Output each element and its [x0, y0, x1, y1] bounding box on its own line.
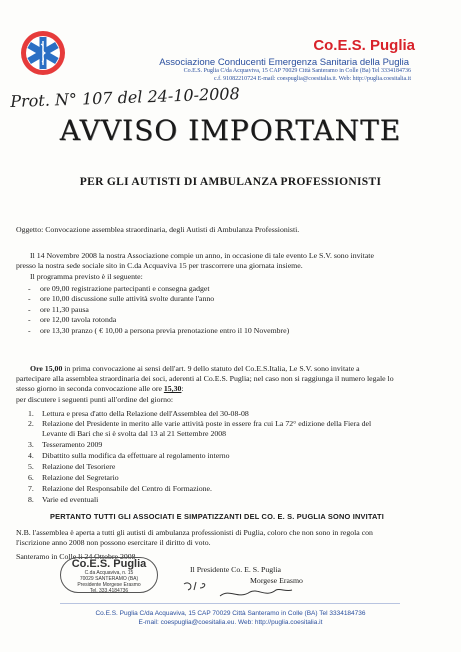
president-title: Il Presidente Co. E. S. Puglia [190, 565, 281, 574]
note-line-1: N.B. l'assemblea è aperta a tutti gli autisti di ambulanza professionisti di Puglia, coloro che non sono in regola con [16, 528, 373, 537]
header-address: Co.E.S. Puglia C/da Acquaviva, 15 CAP 70029 Città Santeramo in Colle (Ba) Tel 3334184736 [183, 68, 411, 74]
first-call-time: Ore 15,00 [30, 364, 63, 373]
list-item: 6. Relazione del Segretario [28, 473, 119, 482]
list-item: 7. Relazione del Responsabile del Centro di Formazione. [28, 484, 212, 493]
list-item: 3. Tesseramento 2009 [28, 440, 103, 449]
protocol-number: Prot. N° 107 del 24-10-2008 [10, 83, 241, 111]
list-item: - ore 11,30 pausa [28, 305, 89, 314]
page-subtitle: PER GLI AUTISTI DI AMBULANZA PROFESSIONISTI [79, 176, 382, 188]
place-date: Santeramo in Colle li 24 Ottobre 2008 [16, 552, 136, 561]
note-line-2: l'iscrizione anno 2008 non possono esercitare il diritto di voto. [16, 538, 211, 547]
list-item: 2. Relazione del Presidente in merito alle varie attività poste in essere fra cui La 72° edizione della Fiera del [28, 419, 372, 428]
list-item: - ore 13,30 pranzo ( € 10,00 a persona previa prenotazione entro il 10 Novembre) [28, 326, 290, 335]
association-name: Associazione Conducenti Emergenza Sanitaria della Puglia [159, 57, 409, 68]
list-item: - ore 09,00 registrazione partecipanti e consegna gadget [28, 284, 210, 293]
list-item: 5. Relazione del Tesoriere [28, 462, 116, 471]
association-stamp: Co.E.S. Puglia C.da Acquaviva, n. 15 70029 SANTERAMO (BA) Presidente Morgese Erasmo Tel. 333.4184736 [60, 557, 158, 593]
footer-divider [60, 603, 400, 604]
page-title: AVVISO IMPORTANTE [59, 114, 402, 147]
assembly-line-2: partecipare alla assemblea straordinaria dei soci, aderenti al Co.E.S. Puglia; nel caso non si raggiunga il numero legale lo [16, 374, 394, 383]
assembly-line-3: stesso giorno in seconda convocazione alle ore 15,30: [16, 384, 184, 393]
assembly-line-1: Ore 15,00 in prima convocazione ai sensi dell'art. 9 dello statuto del Co.E.S.Italia, Le S.V. sono invitate a [30, 364, 360, 373]
intro-line-3: Il programma previsto è il seguente: [30, 272, 143, 281]
president-name: Morgese Erasmo [250, 576, 303, 585]
closing-statement: PERTANTO TUTTI GLI ASSOCIATI E SIMPATIZZANTI DEL CO. E. S. PUGLIA SONO INVITATI [50, 512, 385, 521]
intro-line-1: Il 14 Novembre 2008 la nostra Associazione compie un anno, in occasione di tale evento Le S.V. sono invitate [30, 251, 374, 260]
list-item: - ore 10,00 discussione sulle attività svolte durante l'anno [28, 294, 215, 303]
assembly-line-4: per discutere i seguenti punti all'ordine del giorno: [16, 395, 174, 404]
star-of-life-icon [20, 30, 66, 76]
list-item: Levante di Bari che si è svolta dal 13 al 21 Settembre 2008 [42, 429, 227, 438]
subject-line: Oggetto: Convocazione assemblea straordinaria, degli Autisti di Ambulanza Professionisti. [16, 225, 300, 234]
second-call-time: 15,30 [163, 384, 182, 393]
footer-address: Co.E.S. Puglia C/da Acquaviva, 15 CAP 70029 Città Santeramo in Colle (BA) Tel 3334184736 [95, 610, 366, 617]
header-contacts: c.f. 91082210724 E-mail: coespuglia@coesitalia.it. Web: http://puglia.coesitalia.it [213, 76, 411, 82]
list-item: 1. Lettura e presa d'atto della Relazione dell'Assemblea del 30-08-08 [28, 409, 249, 418]
brand-name: Co.E.S. Puglia [313, 37, 415, 54]
intro-line-2: presso la nostra sede sociale sito in C.da Acquaviva 15 per trascorrere una giornata insieme. [16, 261, 303, 270]
list-item: 4. Dibattito sulla modifica da effettuare al regolamento interno [28, 451, 230, 460]
footer-contacts: E-mail: coespuglia@coesitalia.eu. Web: http://puglia.coesitalia.it [138, 619, 323, 626]
handwritten-signature [180, 578, 300, 602]
list-item: - ore 12,00 tavola rotonda [28, 315, 117, 324]
list-item: 8. Varie ed eventuali [28, 495, 99, 504]
